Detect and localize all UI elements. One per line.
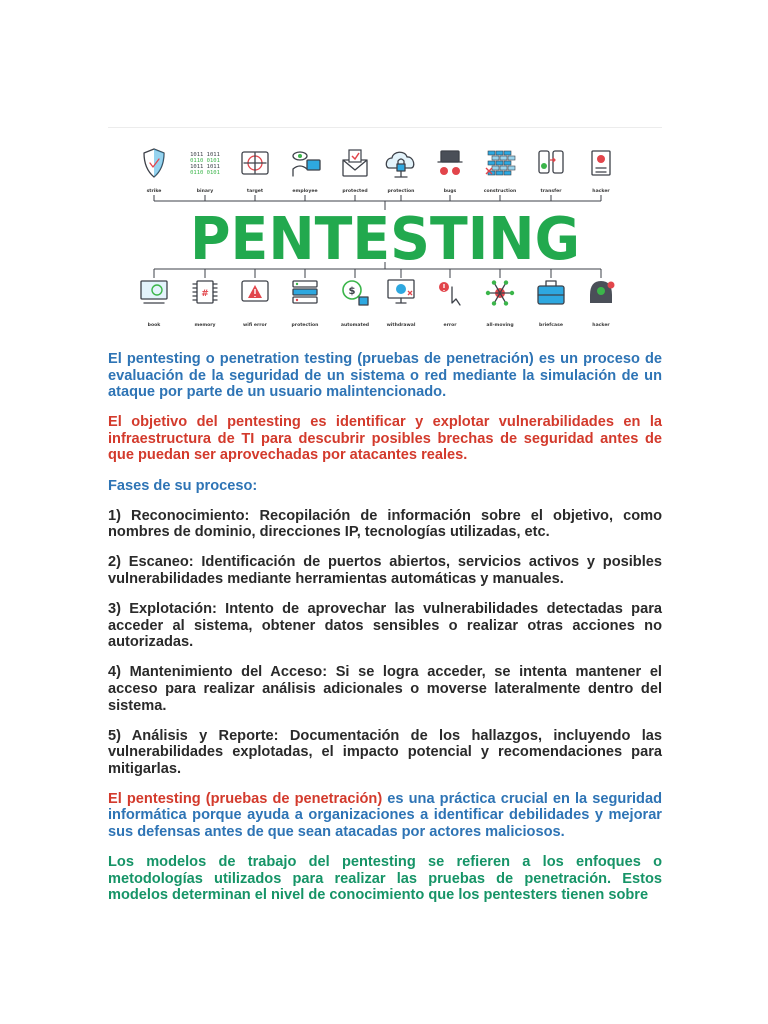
icon-label: protection [387,189,415,194]
error-pointer-icon [439,282,460,305]
bug-laptop-icon [438,151,462,175]
importance-rest: es una práctica crucial en la seguridad informática porque ayuda a organizaciones a identificar debilidades y mejorar sus defensas antes de que sean atacadas por actores maliciosos. [108,790,662,841]
binary-code-icon [190,152,220,176]
cloud-lock-icon [386,152,413,177]
phone-transfer-icon [539,151,563,173]
icon-label: briefcase [539,323,563,328]
importance-lead: El pentesting (pruebas de penetración) [108,790,383,807]
phase-item: 4) Mantenimiento del Acceso: Si se logra acceder, se intenta mantener el acceso para realizar análisis adicionales o moverse lateralmente dentro del sistema. [108,664,662,714]
intro-paragraph: El pentesting o penetration testing (pruebas de penetración) es un proceso de evaluación de la seguridad de un sistema o red mediante la simulación de un ataque por parte de un usuario malintencionado. [108,351,662,401]
svg-text:$: $ [348,286,356,297]
icon-label: all-moving [486,323,514,328]
bottom-icon-row [141,280,615,328]
phase-item: 2) Escaneo: Identificación de puertos abiertos, servicios activos y posibles vulnerabilidades mediante herramientas automáticas y manuales. [108,554,662,587]
virus-network-icon [486,280,514,305]
icon-label: automated [340,323,370,328]
icon-label: construction [483,189,517,194]
pentesting-infographic [108,128,662,336]
icon-label: error [443,323,457,328]
icon-label: bugs [443,189,457,194]
icon-label: withdrawal [386,323,416,328]
svg-text:1011 1011: 1011 1011 [190,164,220,170]
automated-money-icon [343,281,368,305]
target-crosshair-icon [242,152,268,174]
memory-chip-icon [193,281,217,303]
importance-paragraph [108,791,662,841]
wifi-warning-icon [242,281,268,301]
icon-label: hacker [592,323,610,328]
icon-label: target [246,189,264,194]
icon-label: binary [196,189,214,194]
pentesting-banner [108,127,662,336]
briefcase-icon [538,281,564,304]
icon-label: memory [194,323,216,328]
svg-text:#: # [201,289,209,299]
icon-label: strike [146,189,162,194]
hacker-document-icon [592,151,610,175]
phase-item: 5) Análisis y Reporte: Documentación de los hallazgos, incluyendo las vulnerabilidades explotadas, el impacto potencial y recomendaciones para mitigarlas. [108,727,662,777]
hacker-settings-icon [590,281,615,303]
phase-item: 3) Explotación: Intento de aprovechar las vulnerabilidades detectadas para acceder al sistema, obtener datos sensibles o realizar otras acciones no autorizadas. [108,601,662,651]
icon-label: protection [291,323,319,328]
models-paragraph: Los modelos de trabajo del pentesting se refieren a los enfoques o metodologías utilizados para realizar las pruebas de penetración. Estos modelos determinan el nivel de conocimiento que los pentesters tienen sobre [108,854,662,904]
icon-label: employee [292,189,318,194]
icon-label: protected [342,189,368,194]
document-body [108,351,662,917]
top-icon-row [144,149,610,194]
banner-title: PENTESTING [190,204,580,273]
icon-label: wifi error [243,323,267,328]
icon-label: transfer [540,189,562,194]
book-money-icon [141,281,167,303]
server-protection-icon [293,281,317,303]
svg-text:1011 1011: 1011 1011 [190,152,220,158]
protected-mail-icon [343,150,367,176]
phases-heading: Fases de su proceso: [108,477,258,494]
withdrawal-monitor-icon [388,280,414,303]
shield-icon [144,149,164,177]
employee-briefcase-icon [293,152,320,176]
icon-label: hacker [592,189,610,194]
objective-paragraph: El objetivo del pentesting es identificar y explotar vulnerabilidades en la infraestructura de TI para descubrir posibles brechas de seguridad antes de que puedan ser aprovechadas por atacantes reales. [108,414,662,464]
phase-item: 1) Reconocimiento: Recopilación de información sobre el objetivo, como nombres de dominio, direcciones IP, tecnologías utilizadas, etc. [108,507,662,541]
svg-text:0110 0101: 0110 0101 [190,158,220,164]
svg-text:0110 0101: 0110 0101 [190,170,220,176]
brick-wall-icon [486,151,515,175]
icon-label: book [147,323,161,328]
